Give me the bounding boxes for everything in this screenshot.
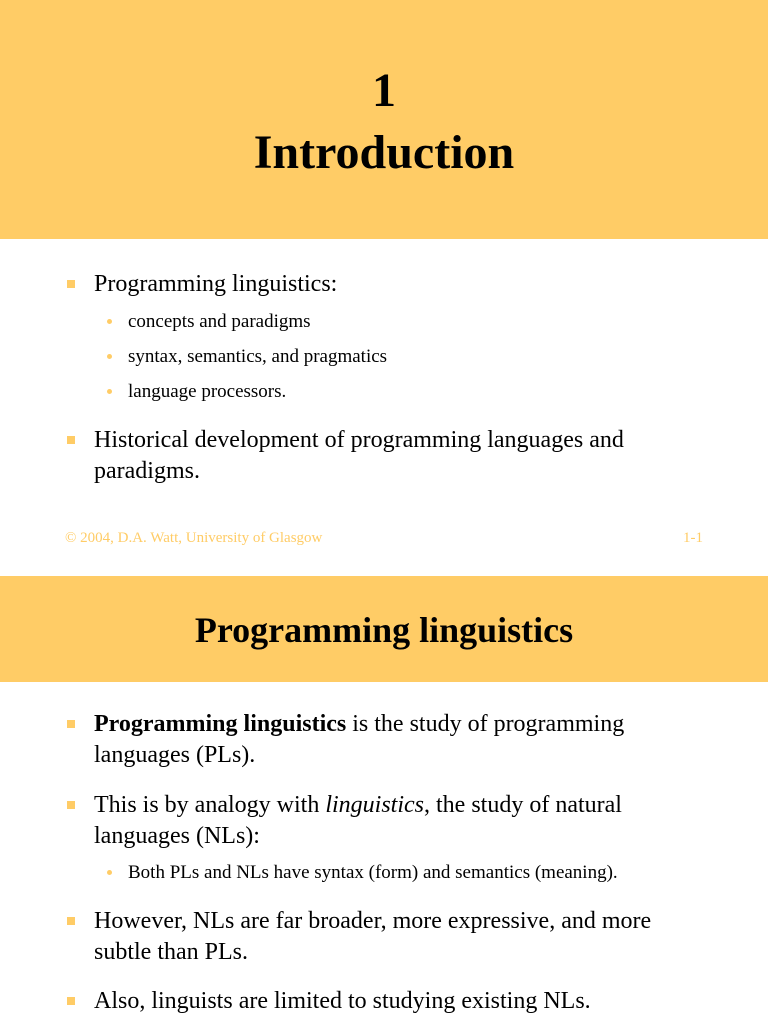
sub-bullet-item: language processors.	[128, 380, 728, 404]
bullet-text: is the study of programming languages (PLs).	[94, 711, 625, 768]
slide-number: 1	[372, 64, 396, 117]
slide-title: Introduction	[253, 126, 515, 179]
bullet-item	[94, 790, 684, 852]
slide-title: Programming linguistics	[194, 610, 574, 650]
bullet-item: Programming linguistics:	[94, 269, 714, 300]
bullet-text: This is by analogy with	[94, 792, 326, 818]
bullet-item: Historical development of programming languages and paradigms.	[94, 425, 684, 487]
italic-term: linguistics	[325, 792, 424, 818]
bullet-item	[94, 709, 684, 771]
bullet-text: , the study of natural languages (NLs):	[94, 792, 622, 849]
sub-bullet-item: Both PLs and NLs have syntax (form) and semantics (meaning).	[128, 861, 728, 885]
slide-2	[0, 575, 768, 1024]
sub-bullet-item: concepts and paradigms	[128, 310, 728, 334]
sub-bullet-item: syntax, semantics, and pragmatics	[128, 345, 728, 369]
bullet-item: However, NLs are far broader, more expressive, and more subtle than PLs.	[94, 906, 694, 968]
bullet-item: Also, linguists are limited to studying existing NLs.	[94, 986, 694, 1017]
footer-page-number: 1-1	[683, 530, 703, 546]
footer-copyright: © 2004, D.A. Watt, University of Glasgow	[65, 530, 323, 546]
title-band	[0, 0, 768, 239]
bold-term: Programming linguistics	[94, 711, 347, 737]
